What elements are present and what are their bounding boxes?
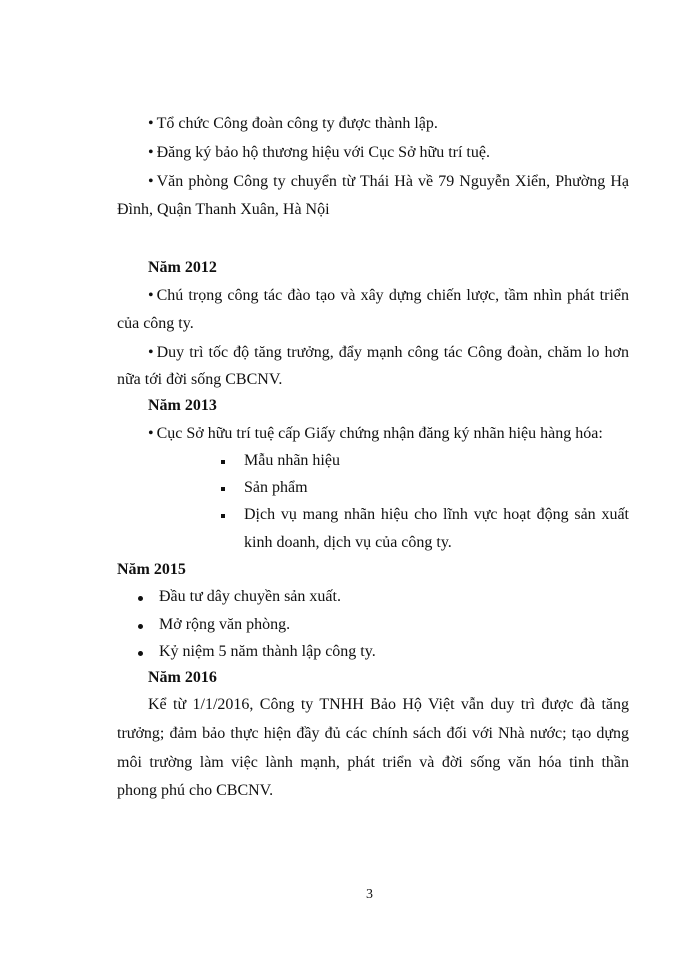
paragraph-line: phong phú cho CBCNV. bbox=[117, 782, 274, 799]
bullet-icon: • bbox=[148, 173, 154, 190]
list-item: Kỷ niệm 5 năm thành lập công ty. bbox=[159, 643, 376, 660]
paragraph-line: Kể từ 1/1/2016, Công ty TNHH Bảo Hộ Việt vẫn duy trì được đà tăng bbox=[148, 696, 629, 713]
sub-list-item: Mẫu nhãn hiệu bbox=[244, 452, 340, 469]
list-item: Mở rộng văn phòng. bbox=[159, 616, 291, 633]
bullet-icon: • bbox=[148, 115, 154, 132]
list-item: • Duy trì tốc độ tăng trưởng, đẩy mạnh công tác Công đoàn, chăm lo hơn bbox=[148, 344, 629, 361]
bullet-icon: • bbox=[148, 344, 154, 361]
list-item-continuation: Đình, Quận Thanh Xuân, Hà Nội bbox=[117, 201, 330, 218]
year-heading-2015: Năm 2015 bbox=[117, 561, 186, 578]
square-bullet-icon bbox=[221, 514, 225, 518]
bullet-icon: • bbox=[148, 425, 154, 442]
list-item: • Văn phòng Công ty chuyển từ Thái Hà về 79 Nguyễn Xiển, Phường Hạ bbox=[148, 173, 629, 190]
bullet-icon bbox=[138, 651, 143, 656]
square-bullet-icon bbox=[221, 460, 225, 464]
year-heading-2012: Năm 2012 bbox=[148, 259, 217, 276]
list-item-continuation: nữa tới đời sống CBCNV. bbox=[117, 371, 283, 388]
bullet-icon bbox=[138, 596, 143, 601]
page-number: 3 bbox=[366, 887, 373, 902]
list-item: • Đăng ký bảo hộ thương hiệu với Cục Sở hữu trí tuệ. bbox=[148, 144, 490, 161]
year-heading-2013: Năm 2013 bbox=[148, 397, 217, 414]
paragraph-line: môi trường làm việc lành mạnh, phát triển và đời sống văn hóa tinh thần bbox=[117, 754, 629, 771]
year-heading-2016: Năm 2016 bbox=[148, 669, 217, 686]
sub-list-item: Dịch vụ mang nhãn hiệu cho lĩnh vực hoạt động sản xuất bbox=[244, 506, 629, 523]
sub-list-item-continuation: kinh doanh, dịch vụ của công ty. bbox=[244, 534, 452, 551]
list-item: • Tổ chức Công đoàn công ty được thành lập. bbox=[148, 115, 438, 132]
square-bullet-icon bbox=[221, 487, 225, 491]
list-item: Đầu tư dây chuyền sản xuất. bbox=[159, 588, 341, 605]
list-item: • Chú trọng công tác đào tạo và xây dựng chiến lược, tầm nhìn phát triển bbox=[148, 287, 629, 304]
bullet-icon: • bbox=[148, 144, 154, 161]
sub-list-item: Sản phẩm bbox=[244, 479, 308, 496]
list-item: • Cục Sở hữu trí tuệ cấp Giấy chứng nhận đăng ký nhãn hiệu hàng hóa: bbox=[148, 425, 603, 442]
list-item-continuation: của công ty. bbox=[117, 315, 194, 332]
bullet-icon: • bbox=[148, 287, 154, 304]
paragraph-line: trưởng; đảm bảo thực hiện đầy đủ các chính sách đối với Nhà nước; tạo dựng bbox=[117, 725, 629, 742]
bullet-icon bbox=[138, 624, 143, 629]
